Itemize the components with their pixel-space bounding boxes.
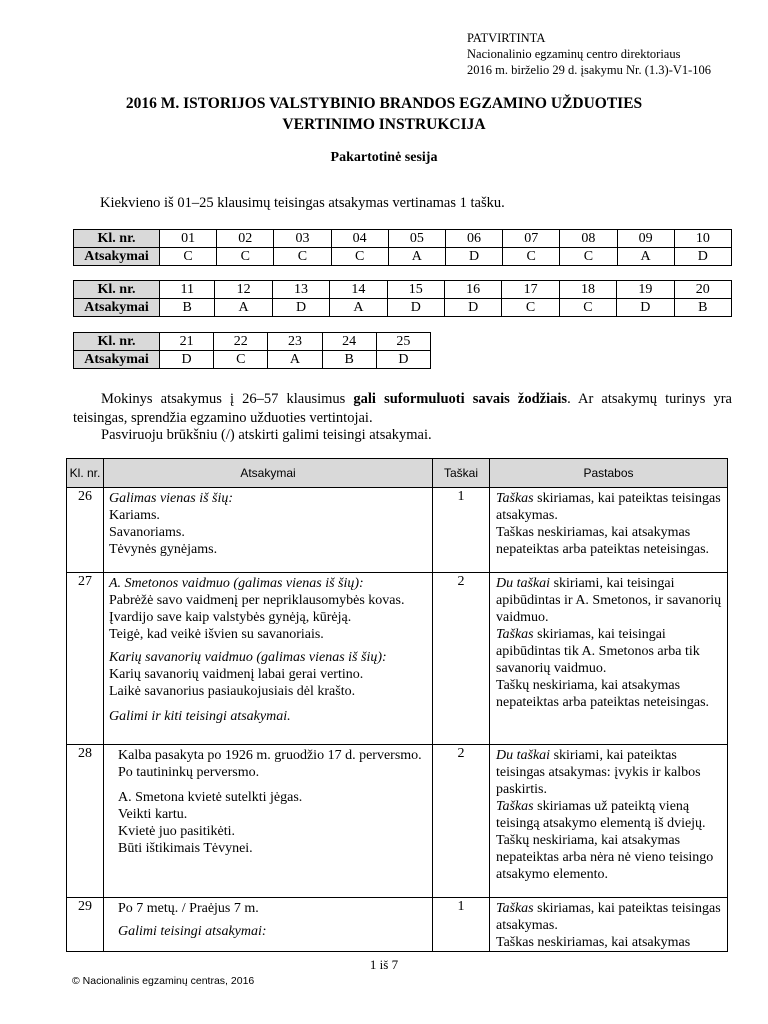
question-number: 10: [674, 230, 731, 248]
notes-cell: [490, 573, 728, 745]
notes-cell: [490, 898, 728, 952]
points-cell: 1: [433, 488, 490, 573]
note-text: skiriamas, kai pateiktas teisingas atsakymas.: [496, 491, 721, 523]
answer-item: Pabrėžė savo vaidmenį per nepriklausomybės kovas.: [109, 593, 405, 608]
note-text: skiriami, kai pateiktas teisingas atsakymas: įvykis ir kalbos paskirtis.: [496, 748, 701, 797]
note-line: [496, 747, 723, 798]
answer-cell: D: [617, 299, 674, 317]
answer-item: Savanoriams.: [109, 525, 185, 540]
question-number: 18: [559, 281, 616, 299]
header-notes: Pastabos: [490, 459, 728, 488]
answer-cell: A: [617, 248, 674, 266]
table-row: [67, 745, 728, 898]
answer-item: Kalba pasakyta po 1926 m. gruodžio 17 d. perversmo.: [118, 748, 422, 763]
question-number: 13: [272, 281, 329, 299]
answer-item: Veikti kartu.: [118, 807, 188, 822]
page-number: 1 iš 7: [369, 957, 399, 972]
separator-paragraph: Pasviruoju brūkšniu (/) atskirti galimi teisingi atsakymai.: [101, 427, 432, 443]
answer-cell: B: [322, 351, 376, 369]
answer-cell: A: [215, 299, 272, 317]
header-answers: Atsakymai: [104, 459, 433, 488]
question-number: 01: [160, 230, 217, 248]
answer-cell: B: [160, 299, 215, 317]
note-emphasis: Taškas: [496, 491, 534, 506]
answer-item: Būti ištikimais Tėvynei.: [118, 841, 253, 856]
answer-heading: Karių savanorių vaidmuo (galimas vienas iš šių):: [109, 650, 387, 665]
answer-table-nr-row: [74, 281, 732, 299]
question-number: 16: [444, 281, 501, 299]
question-number: 15: [387, 281, 444, 299]
row-label: Kl. nr.: [74, 281, 160, 299]
paragraph-bold-text: gali suformuluoti savais žodžiais: [353, 391, 568, 407]
question-number: 06: [445, 230, 502, 248]
note-emphasis: Taškas: [496, 901, 534, 916]
answer-table-nr-row: [74, 333, 431, 351]
points-cell: 2: [433, 573, 490, 745]
question-number: 24: [322, 333, 376, 351]
answer-cell: D: [445, 248, 502, 266]
question-number: 23: [268, 333, 322, 351]
answer-cell: C: [160, 248, 217, 266]
header-points: Taškai: [433, 459, 490, 488]
document-title-line1: 2016 M. ISTORIJOS VALSTYBINIO BRANDOS EGZAMINO UŽDUOTIES: [125, 95, 643, 112]
question-number: 21: [160, 333, 214, 351]
note-text: skiriamas, kai teisingai apibūdintas tik A. Smetonos arba tik savanorių vaidmuo.: [496, 627, 700, 676]
answer-cell: C: [214, 351, 268, 369]
answer-cell: A: [388, 248, 445, 266]
document-title-line2: VERTINIMO INSTRUKCIJA: [282, 116, 486, 133]
question-number: 07: [503, 230, 560, 248]
question-number: 29: [67, 898, 104, 952]
answer-cell: D: [387, 299, 444, 317]
answer-item: A. Smetona kvietė sutelkti jėgas.: [118, 790, 303, 805]
answer-cell: D: [444, 299, 501, 317]
answers-cell: [104, 573, 433, 745]
question-number: 25: [376, 333, 430, 351]
header-nr: Kl. nr.: [67, 459, 104, 488]
note-emphasis: Taškas: [496, 799, 534, 814]
answer-cell: D: [674, 248, 731, 266]
answers-cell: [104, 488, 433, 573]
question-number: 19: [617, 281, 674, 299]
document-subtitle: Pakartotinė sesija: [330, 150, 438, 165]
answer-table-2: [73, 280, 732, 317]
answer-heading: A. Smetonos vaidmuo (galimas vienas iš šių):: [109, 576, 364, 591]
answers-cell: [104, 745, 433, 898]
question-number: 17: [502, 281, 559, 299]
answer-cell: C: [503, 248, 560, 266]
note-emphasis: Du taškai: [496, 748, 551, 763]
question-number: 22: [214, 333, 268, 351]
note-text: skiriami, kai teisingai apibūdintas ir A. Smetonos, ir savanorių vaidmuo.: [496, 576, 722, 625]
row-label: Kl. nr.: [74, 230, 160, 248]
answer-other-note: Galimi ir kiti teisingi atsakymai.: [109, 709, 291, 724]
note-emphasis: Taškas: [496, 627, 534, 642]
points-cell: 1: [433, 898, 490, 952]
answer-item: Kvietė juo pasitikėti.: [118, 824, 236, 839]
points-cell: 2: [433, 745, 490, 898]
paragraph-text: . Ar atsakymų turinys yra teisingas, sprendžia egzamino užduoties vertintojai.: [73, 391, 732, 426]
answer-cell: B: [674, 299, 731, 317]
approval-block: [467, 30, 711, 78]
note-line: Taškų neskiriama, kai atsakymas nepateiktas arba pateiktas neteisingas.: [496, 678, 710, 710]
answer-item: Po 7 metų. / Praėjus 7 m.: [118, 901, 259, 916]
question-number: 20: [674, 281, 731, 299]
question-number: 11: [160, 281, 215, 299]
paragraph-text: Mokinys atsakymus į 26–57 klausimus: [101, 391, 354, 407]
note-line: Taškų neskiriama, kai atsakymas nepateiktas arba nėra nė vieno teisingo atsakymo elemento.: [496, 833, 714, 882]
question-number: 09: [617, 230, 674, 248]
answer-cell: C: [274, 248, 331, 266]
question-number: 27: [67, 573, 104, 745]
row-label: Atsakymai: [74, 248, 160, 266]
note-line: Taškas neskiriamas, kai atsakymas: [496, 935, 691, 950]
approval-line: 2016 m. birželio 29 d. įsakymu Nr. (1.3)-V1-106: [467, 63, 712, 77]
answer-cell: C: [560, 248, 617, 266]
question-number: 26: [67, 488, 104, 573]
answer-cell: A: [330, 299, 387, 317]
answer-intro: Galimas vienas iš šių:: [109, 491, 234, 506]
answer-table-answer-row: [74, 248, 732, 266]
free-answer-paragraph: [73, 390, 732, 428]
answer-item: Tėvynės gynėjams.: [109, 542, 218, 557]
approval-line: Nacionalinio egzaminų centro direktoriaus: [467, 47, 681, 61]
intro-text: Kiekvieno iš 01–25 klausimų teisingas atsakymas vertinamas 1 tašku.: [100, 195, 505, 211]
question-number: 03: [274, 230, 331, 248]
answer-item: Po tautininkų perversmo.: [118, 765, 260, 780]
question-number: 28: [67, 745, 104, 898]
answer-item: Laikė savanorius pasiaukojusiais dėl krašto.: [109, 684, 356, 699]
answer-table-3: [73, 332, 431, 369]
grading-table-header: [67, 459, 728, 488]
answer-cell: C: [559, 299, 616, 317]
answer-cell: C: [331, 248, 388, 266]
question-number: 04: [331, 230, 388, 248]
answer-table-nr-row: [74, 230, 732, 248]
answer-cell: D: [272, 299, 329, 317]
row-label: Atsakymai: [74, 299, 160, 317]
row-label: Atsakymai: [74, 351, 160, 369]
note-text: skiriamas už pateiktą vieną teisingą atsakymo elementą iš dviejų.: [496, 799, 706, 831]
note-line: [496, 626, 723, 677]
table-row: [67, 573, 728, 745]
answer-item: Įvardijo save kaip valstybės gynėją, kūrėją.: [109, 610, 352, 625]
note-line: [496, 798, 723, 832]
answer-cell: D: [160, 351, 214, 369]
note-line: Taškas neskiriamas, kai atsakymas nepateiktas arba pateiktas neteisingas.: [496, 525, 710, 557]
answer-table-1: [73, 229, 732, 266]
question-number: 05: [388, 230, 445, 248]
footer-copyright: © Nacionalinis egzaminų centras, 2016: [72, 975, 255, 987]
question-number: 02: [217, 230, 274, 248]
answer-item: Karių savanorių vaidmenį labai gerai vertino.: [109, 667, 364, 682]
answer-sub-heading: Galimi teisingi atsakymai:: [118, 924, 267, 939]
answer-cell: C: [502, 299, 559, 317]
table-row: [67, 898, 728, 952]
answer-item: Kariams.: [109, 508, 160, 523]
grading-table: [66, 458, 728, 952]
approval-line: PATVIRTINTA: [467, 31, 546, 45]
answer-cell: A: [268, 351, 322, 369]
answer-cell: C: [217, 248, 274, 266]
answer-cell: D: [376, 351, 430, 369]
note-line: [496, 575, 723, 626]
note-line: [496, 900, 723, 934]
note-text: skiriamas, kai pateiktas teisingas atsakymas.: [496, 901, 721, 933]
question-number: 14: [330, 281, 387, 299]
answer-item: Teigė, kad veikė išvien su savanoriais.: [109, 627, 324, 642]
answers-cell: [104, 898, 433, 952]
note-emphasis: Du taškai: [496, 576, 551, 591]
answer-table-answer-row: [74, 299, 732, 317]
question-number: 12: [215, 281, 272, 299]
answer-table-answer-row: [74, 351, 431, 369]
question-number: 08: [560, 230, 617, 248]
notes-cell: [490, 745, 728, 898]
row-label: Kl. nr.: [74, 333, 160, 351]
notes-cell: [490, 488, 728, 573]
note-line: [496, 490, 723, 524]
table-row: [67, 488, 728, 573]
